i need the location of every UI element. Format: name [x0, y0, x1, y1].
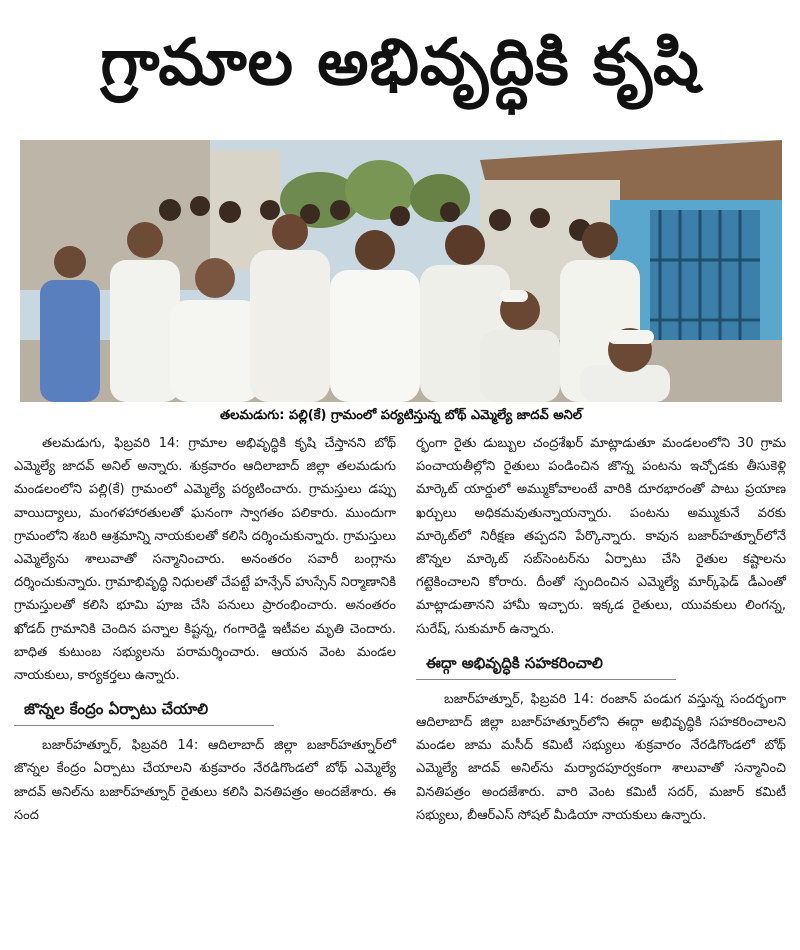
eidgah-article-heading: ఈద్గా అభివృద్ధికి సహకరించాలి: [416, 645, 676, 680]
procession-photo-illustration: [20, 140, 782, 402]
right-column: [416, 432, 786, 827]
jowar-article-body-part1: బజార్‌హత్నూర్, ఫిబ్రవరి 14: ఆదిలాబాద్ జిల్లా బజార్‌హత్నూర్‌లో జొన్నల కేంద్రం ఏర్పాటు చేయాలని శుక్రవారం నేరడిగొండలో బోథ్ ఎమ్మెల్యే జాదవ్ అనిల్‌ను బజార్‌హత్నూర్ రైతులు కలిసి వినతిపత్రం అందజేశారు. ఈ సంద: [14, 738, 396, 823]
main-article-body: తలమడుగు, ఫిబ్రవరి 14: గ్రామాల అభివృద్ధికి కృషి చేస్తానని బోథ్ ఎమ్మెల్యే జాదవ్ అనిల్ అన్నారు. శుక్రవారం ఆదిలాబాద్ జిల్లా తలమడుగు మండలంలోని పల్లి(కే) గ్రామంలో ఎమ్మెల్యే పర్యటించారు. గ్రామస్తులు డప్పు వాయిద్యాలు, మంగళహారతులతో ఘనంగా స్వాగతం పలికారు. ముందుగా గ్రామంలోని శబరి ఆశ్రమాన్ని నాయకులతో కలిసి దర్శించుకున్నారు. గ్రామస్తులు ఎమ్మెల్యేను శాలువాతో సన్మానించారు. అనంతరం సవారీ బంగ్లాను దర్శించుకున్నారు. గ్రామాభివృద్ధి నిధులతో చేపట్టే హన్సేన్ హుస్సేన్ నిర్మాణానికి గ్రామస్తులతో కలిసి భూమి పూజ చేసి పనులు ప్రారంభించారు. అనంతరం ఖోడద్ గ్రామానికి చెందిన పన్నాల కిష్టన్న, గంగారెడ్డి ఇటీవల మృతి చెందారు. బాధిత కుటుంబ సభ్యులను పరామర్శించారు. ఆయన వెంట మండల నాయకులు, కార్యకర్తలు ఉన్నారు.: [14, 436, 396, 684]
eidgah-article-body: బజార్‌హత్నూర్, ఫిబ్రవరి 14: రంజాన్ పండుగ వస్తున్న సందర్భంగా ఆదిలాబాద్ జిల్లా బజార్‌హత్నూర్‌లోని ఈద్గా అభివృద్ధికి సహకరించాలని మండల జామ మసీద్ కమిటీ సభ్యులు శుక్రవారం నేరడిగొండలో బోథ్ ఎమ్మెల్యే జాదవ్ అనిల్‌ను మర్యాదపూర్వకంగా శాలువాతో సన్మానించి వినతిపత్రం అందజేశారు. వారి వెంట కమిటీ సదర్, మజార్ కమిటీ సభ్యులు, బీఆర్ఎస్ సోషల్ మీడియా నాయకులు ఉన్నారు.: [416, 691, 786, 823]
page-headline: గ్రామాల అభివృద్ధికి కృషి: [100, 26, 700, 100]
jowar-article-body-part2: ర్భంగా రైతు డుబ్బుల చంద్రశేఖర్ మాట్లాడుతూ మండలంలోని 30 గ్రామ పంచాయతీల్లోని రైతులు పండించిన జొన్న పంటను ఇచ్చోడకు తీసుకెళ్లి మార్కెట్ యార్డులో అమ్ముకోవాలంటే వారికి దూరభారంతో పాటు ప్రయాణ ఖర్చులు అధికమవుతున్నాయన్నారు. పంటను అమ్ముకునే వరకు మార్కెట్‌లో నిరీక్షణ తప్పదని పేర్కొన్నారు. కావున బజార్‌హత్నూర్‌లోనే జొన్నల మార్కెట్ సబ్‌సెంటర్‌ను ఏర్పాటు చేసి రైతుల కష్టాలను గట్టెకించాలని కోరారు. దీంతో స్పందించిన ఎమ్మెల్యే మార్క్‌ఫెడ్ డీఎంతో మాట్లాడుతానని హామీ ఇచ్చారు. ఇక్కడ రైతులు, యువకులు లింగన్న, సురేష్, సుకుమార్ ఉన్నారు.: [416, 436, 786, 637]
jowar-article-heading: జొన్నల కేంద్రం ఏర్పాటు చేయాలి: [14, 691, 274, 726]
news-photo: [20, 140, 782, 402]
photo-caption: తలమడుగు: పల్లి(కే) గ్రామంలో పర్యటిస్తున్న బోథ్ ఎమ్మెల్యే జాదవ్ అనిల్: [220, 408, 582, 423]
left-column: [14, 432, 396, 827]
